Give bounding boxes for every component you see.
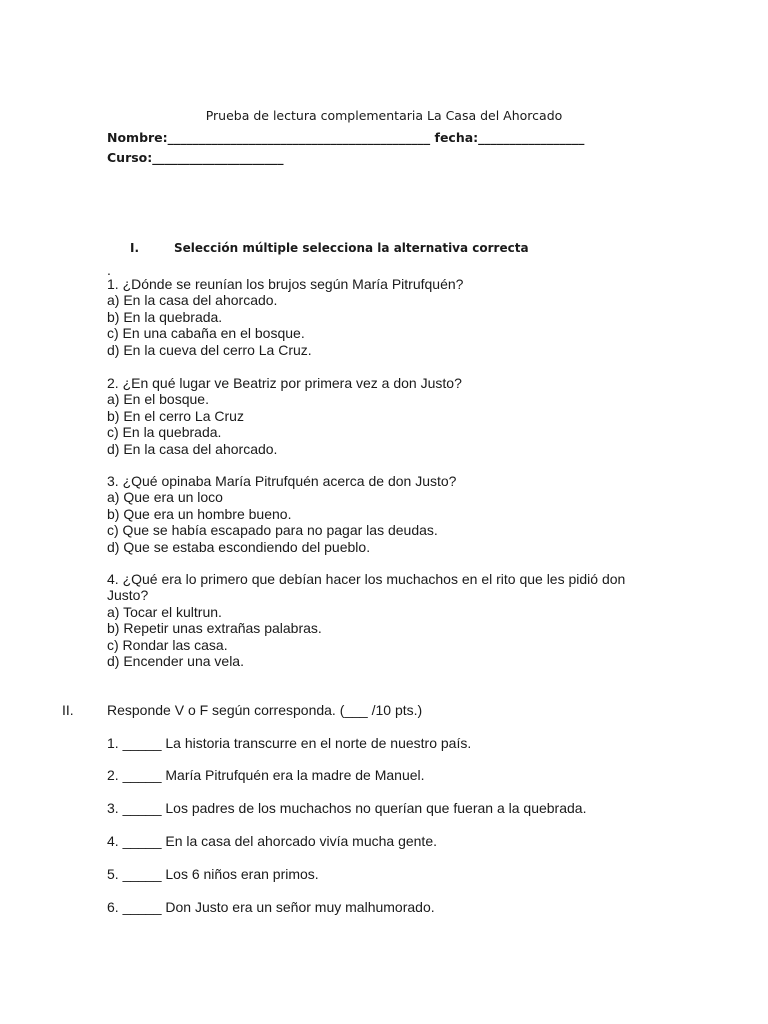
question-text: 1. ¿Dónde se reunían los brujos según María Pitrufquén? bbox=[107, 276, 464, 292]
question-text: 2. ¿En qué lugar ve Beatriz por primera vez a don Justo? bbox=[107, 375, 462, 391]
option: b) En la quebrada. bbox=[107, 308, 223, 325]
option: d) Que se estaba escondiendo del pueblo. bbox=[107, 538, 371, 555]
option: c) En la quebrada. bbox=[107, 424, 222, 441]
option: b) Que era un hombre bueno. bbox=[107, 505, 292, 522]
name-date-line: Nombre:__________________________________________ fecha:_________________ bbox=[107, 130, 585, 145]
option: d) En la casa del ahorcado. bbox=[107, 440, 278, 457]
true-false-item: 6. _____ Don Justo era un señor muy malhumorado. bbox=[107, 899, 435, 915]
section-1-number: I. bbox=[130, 241, 140, 255]
page-title: Prueba de lectura complementaria La Casa del Ahorcado bbox=[205, 108, 563, 123]
question-2 bbox=[107, 375, 667, 457]
section-1-heading bbox=[130, 241, 529, 255]
option: b) Repetir unas extrañas palabras. bbox=[107, 620, 322, 637]
option: a) Tocar el kultrun. bbox=[107, 603, 222, 620]
section-1-title: Selección múltiple selecciona la alternativa correcta bbox=[174, 241, 529, 255]
question-text: 4. ¿Qué era lo primero que debían hacer los muchachos en el rito que les pidió don Justo? bbox=[107, 571, 630, 604]
option: d) Encender una vela. bbox=[107, 653, 244, 670]
option: a) En el bosque. bbox=[107, 391, 209, 408]
option: c) En una cabaña en el bosque. bbox=[107, 325, 305, 342]
option: c) Que se había escapado para no pagar las deudas. bbox=[107, 522, 438, 539]
true-false-item: 1. _____ La historia transcurre en el norte de nuestro país. bbox=[107, 735, 472, 751]
question-4 bbox=[107, 571, 667, 669]
stray-dot: . bbox=[107, 262, 111, 278]
true-false-item: 5. _____ Los 6 niños eran primos. bbox=[107, 866, 319, 882]
question-text: 3. ¿Qué opinaba María Pitrufquén acerca de don Justo? bbox=[107, 473, 457, 489]
true-false-item: 4. _____ En la casa del ahorcado vivía mucha gente. bbox=[107, 833, 437, 849]
option: a) En la casa del ahorcado. bbox=[107, 292, 278, 309]
option: a) Que era un loco bbox=[107, 489, 223, 506]
question-1 bbox=[107, 276, 667, 358]
option: b) En el cerro La Cruz bbox=[107, 407, 244, 424]
true-false-item: 2. _____ María Pitrufquén era la madre de Manuel. bbox=[107, 767, 425, 783]
option: c) Rondar las casa. bbox=[107, 636, 228, 653]
course-line: Curso:_____________________ bbox=[107, 150, 284, 165]
section-2-number: II. bbox=[62, 702, 74, 718]
option: d) En la cueva del cerro La Cruz. bbox=[107, 341, 312, 358]
section-2-title: Responde V o F según corresponda. (___ /10 pts.) bbox=[107, 702, 423, 718]
question-3 bbox=[107, 473, 667, 555]
true-false-item: 3. _____ Los padres de los muchachos no querían que fueran a la quebrada. bbox=[107, 800, 587, 816]
